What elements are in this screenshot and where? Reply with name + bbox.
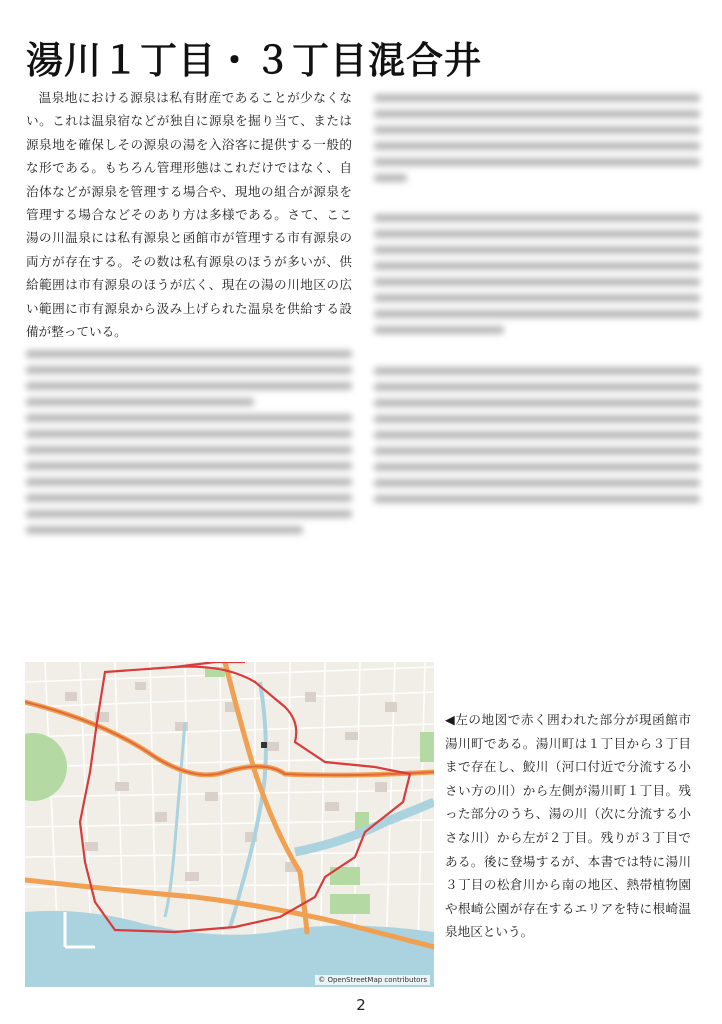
page-title: 湯川１丁目・３丁目混合井 <box>26 39 482 82</box>
page-number: 2 <box>356 996 366 1014</box>
body-paragraph: 温泉地における源泉は私有財産であることが少なくない。これは温泉宿などが独自に源泉を掘り当て、または源泉地を確保しその源泉の湯を入浴客に提供する一般的な形である。もちろん管理形態はこれだけではなく、自治体などが源泉を管理する場合や、現地の組合が源泉を管理する場合などそのあり方は多様である。さて、ここ湯の川温泉には私有源泉と函館市が管理する市有源泉の両方が存在する。その数は私有源泉のほうが多いが、供給範囲は市有源泉のほうが広く、現在の湯の川地区の広い範囲に市有源泉から汲み上げられた温泉を供給する設備が整っている。 <box>26 90 352 340</box>
body-text-column <box>26 86 352 343</box>
area-map <box>25 662 434 987</box>
map-graphic <box>25 662 434 987</box>
map-caption: ◀左の地図で赤く囲われた部分が現函館市湯川町である。湯川町は１丁目から３丁目まで存在し、鮫川（河口付近で分流する小さい方の川）から左側が湯川町１丁目。残った部分のうち、湯の川（次に分流する小さな川）から左が２丁目。残りが３丁目である。後に登場するが、本書では特に湯川３丁目の松倉川から南の地区、熱帯植物園や根崎公園が存在するエリアを特に根崎温泉地区という。 <box>445 712 691 940</box>
blurred-text-left <box>26 342 352 541</box>
map-attribution: © OpenStreetMap contributors <box>315 975 430 985</box>
blurred-text-right <box>374 86 700 510</box>
